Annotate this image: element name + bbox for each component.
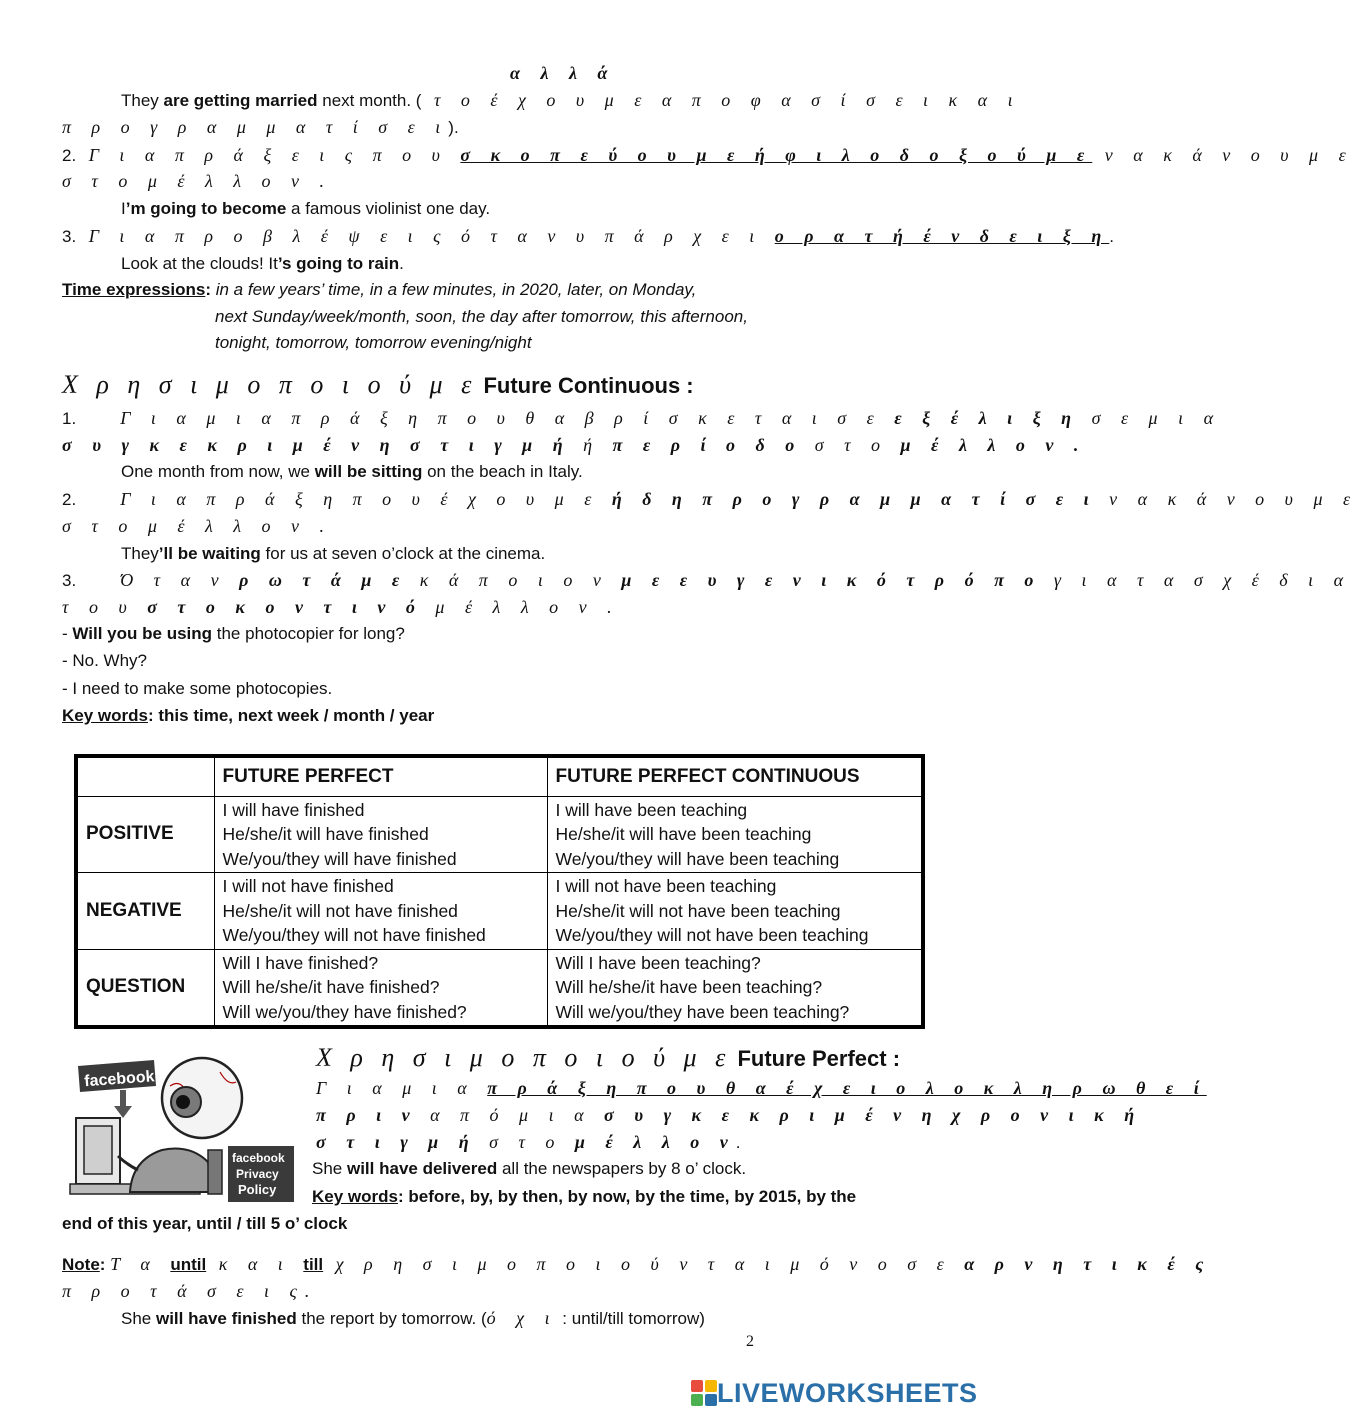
table-header-future-perfect-continuous: FUTURE PERFECT CONTINUOUS [547, 756, 923, 796]
row-label: NEGATIVE [76, 873, 214, 950]
time-expressions-3: tonight, tomorrow, tomorrow evening/night [215, 333, 532, 352]
rule-2: 2. Γ ι α π ρ ά ξ ε ι ς π ο υ σ κ ο π ε ύ ο υ μ ε ή φ ι λ ο δ ο ξ ο ύ μ ε ν α κ ά ν ο υ μ ε [62, 145, 1354, 165]
note-line-2: π ρ ο τ ά σ ε ι ς. [62, 1281, 318, 1301]
cell-line: I will have finished [222, 799, 365, 820]
future-perfect-heading: Χ ρ η σ ι μ ο π ο ι ο ύ μ ε Future Perfect : [316, 1043, 901, 1072]
table-row-question [76, 949, 923, 1027]
fc-rule-1: 1. Γ ι α μ ι α π ρ ά ξ η π ο υ θ α β ρ ί σ κ ε τ α ι σ ε ε ξ έ λ ι ξ η σ ε μ ι α [62, 408, 1222, 428]
fc-key-words: Key words: this time, next week / month / year [62, 706, 435, 725]
table-header-empty [76, 756, 214, 796]
liveworksheets-logo[interactable] [691, 1378, 978, 1408]
cell-line: We/you/they will not have been teaching [555, 925, 869, 945]
cell-line: I will not have finished [222, 876, 394, 896]
table-cell [547, 796, 923, 873]
time-expressions: Time expressions: in a few years’ time, in a few minutes, in 2020, later, on Monday, [62, 280, 697, 299]
rule-3: 3. Γ ι α π ρ ο β λ έ ψ ε ι ς ό τ α ν υ π ά ρ χ ε ι ο ρ α τ ή έ ν δ ε ι ξ η. [62, 226, 1115, 246]
liveworksheets-icon [691, 1380, 717, 1406]
facebook-sign-text: facebook [83, 1068, 155, 1091]
fc-dialogue-3: - I need to make some photocopies. [62, 679, 333, 698]
example-line-2: I’m going to become a famous violinist one day. [121, 199, 491, 218]
cell-line: He/she/it will have finished [222, 824, 429, 844]
privacy-sign-text-1: facebook [232, 1151, 285, 1165]
cell-line: Will we/you/they have been teaching? [555, 1001, 850, 1022]
note-example: She will have finished the report by tomorrow. (ό χ ι : until/till tomorrow) [121, 1308, 705, 1328]
liveworksheets-wordmark: LIVEWORKSHEETS [717, 1377, 978, 1408]
table-cell [214, 796, 547, 873]
rule-2b: σ τ ο μ έ λ λ ο ν . [62, 171, 333, 191]
example-line-3: Look at the clouds! It’s going to rain. [121, 254, 404, 273]
tense-table [74, 754, 925, 1029]
fp-key-words-2: end of this year, until / till 5 o’ clock [62, 1214, 348, 1233]
privacy-policy-sign-icon [228, 1146, 294, 1202]
future-continuous-heading: Χ ρ η σ ι μ ο π ο ι ο ύ μ ε Future Continuous : [62, 370, 694, 399]
fp-rule-line-3: σ τ ι γ μ ή σ τ ο μ έ λ λ ο ν. [316, 1132, 741, 1152]
fc-rule-1b: σ υ γ κ ε κ ρ ι μ έ ν η σ τ ι γ μ ή ή π ε ρ ί ο δ ο σ τ ο μ έ λ λ ο ν . [62, 435, 1087, 455]
table-row-positive [76, 796, 923, 873]
fc-rule-3: 3. Ό τ α ν ρ ω τ ά μ ε κ ά π ο ι ο ν μ ε ε υ γ ε ν ι κ ό τ ρ ό π ο γ ι α τ α σ χ έ δ ι α [62, 570, 1352, 590]
cell-line: I will have been teaching [555, 799, 748, 820]
table-header-future-perfect: FUTURE PERFECT [214, 756, 547, 796]
time-expressions-2: next Sunday/week/month, soon, the day after tomorrow, this afternoon, [215, 307, 748, 326]
table-row-negative [76, 873, 923, 950]
cell-line: Will he/she/it have finished? [222, 977, 440, 997]
cell-line: Will I have finished? [222, 952, 379, 973]
fp-rule-line-2: π ρ ι ν α π ό μ ι α σ υ γ κ ε κ ρ ι μ έ ν η χ ρ ο ν ι κ ή [316, 1105, 1143, 1125]
fc-rule-2b: σ τ ο μ έ λ λ ο ν . [62, 516, 333, 536]
privacy-sign-text-3: Policy [238, 1182, 277, 1197]
cell-line: Will I have been teaching? [555, 952, 761, 973]
cell-line: Will he/she/it have been teaching? [555, 977, 823, 997]
facebook-cartoon-image [70, 1052, 296, 1204]
fp-example: She will have delivered all the newspapers by 8 o’ clock. [312, 1159, 747, 1178]
cell-line: We/you/they will have been teaching [555, 848, 840, 869]
table-cell [547, 873, 923, 950]
table-header-row [76, 756, 923, 796]
table-cell [547, 949, 923, 1027]
row-label: POSITIVE [76, 796, 214, 873]
fp-rule-line-1: Γ ι α μ ι α π ρ ά ξ η π ο υ θ α έ χ ε ι ο λ ο κ λ η ρ ω θ ε ί [316, 1078, 1207, 1098]
cell-line: We/you/they will have finished [222, 848, 457, 869]
alla-word: α λ λ ά [510, 63, 616, 83]
fc-dialogue-1: - Will you be using the photocopier for long? [62, 624, 405, 643]
fc-example-1: One month from now, we will be sitting on the beach in Italy. [121, 462, 583, 481]
eyeball-icon [162, 1058, 242, 1138]
cell-line: We/you/they will not have finished [222, 925, 486, 945]
cell-line: I will not have been teaching [555, 876, 777, 896]
example-line-1: They are getting married next month. ( τ ο έ χ ο υ μ ε α π ο φ α σ ί σ ε ι κ α ι [121, 90, 1021, 110]
example-line-1b: π ρ ο γ ρ α μ μ α τ ί σ ε ι). [62, 117, 459, 137]
table-cell [214, 873, 547, 950]
cell-line: Will we/you/they have finished? [222, 1001, 467, 1022]
cell-line: He/she/it will not have finished [222, 900, 458, 921]
fc-example-2: They’ll be waiting for us at seven o’clock at the cinema. [121, 544, 546, 563]
note-line-1: Note: Τ α until κ α ι till χ ρ η σ ι μ ο π ο ι ο ύ ν τ α ι μ ό ν ο σ ε α ρ ν η τ ι κ έ ς [62, 1254, 1212, 1274]
cell-line: He/she/it will not have been teaching [555, 900, 841, 921]
row-label: QUESTION [76, 949, 214, 1027]
privacy-sign-text-2: Privacy [236, 1167, 279, 1181]
fp-key-words: Key words: before, by, by then, by now, by the time, by 2015, by the [312, 1187, 857, 1206]
fc-dialogue-2: - No. Why? [62, 651, 148, 670]
fc-rule-3b: τ ο υ σ τ ο κ ο ν τ ι ν ό μ έ λ λ ο ν . [62, 597, 620, 617]
table-cell [214, 949, 547, 1027]
page-number: 2 [746, 1333, 754, 1350]
fc-rule-2: 2. Γ ι α π ρ ά ξ η π ο υ έ χ ο υ μ ε ή δ η π ρ ο γ ρ α μ μ α τ ί σ ε ι ν α κ ά ν ο υ μ ε [62, 489, 1358, 509]
cell-line: He/she/it will have been teaching [555, 824, 812, 844]
